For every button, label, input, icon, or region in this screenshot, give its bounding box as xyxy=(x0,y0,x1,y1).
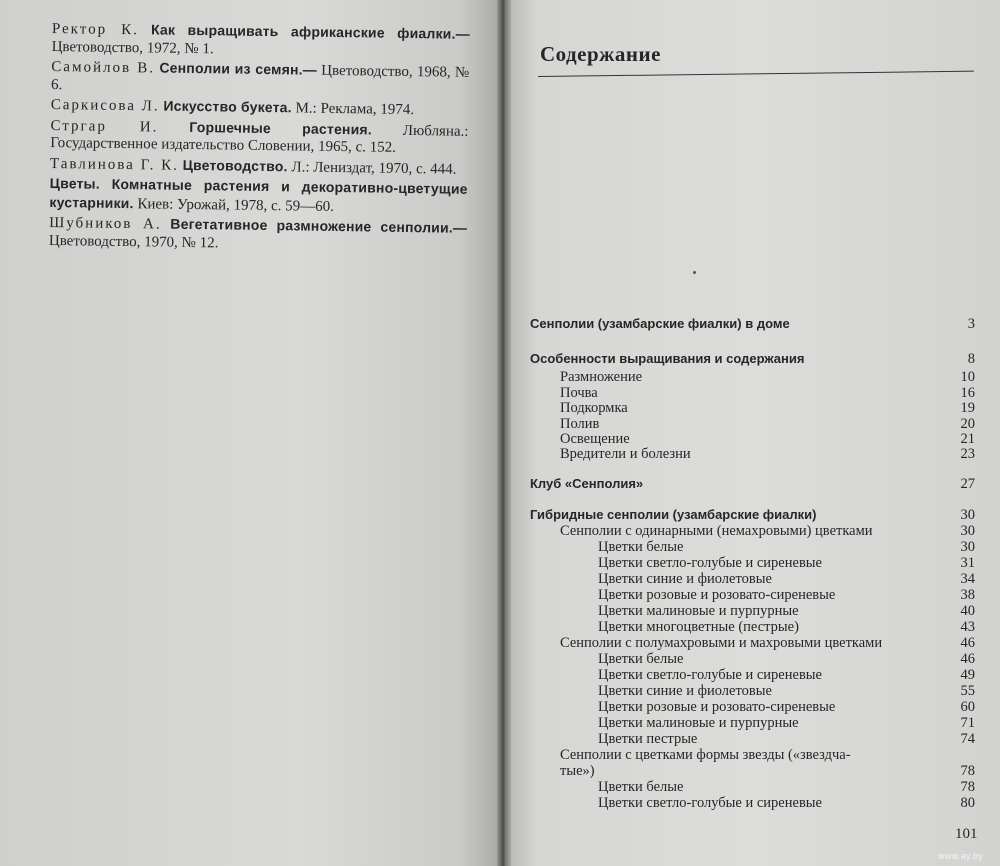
toc-entry-page: 43 xyxy=(960,619,975,635)
ref-title: Цветы. Комнатные растения и декоративно-цветущие кустарники. xyxy=(49,174,468,211)
toc-entry xyxy=(520,475,975,493)
toc-entry-page: 40 xyxy=(960,603,975,619)
book-gutter xyxy=(497,0,511,866)
toc-entry xyxy=(520,350,975,368)
ref-source: Цветоводство, 1970, № 12. xyxy=(48,232,219,251)
toc-entry-page: 21 xyxy=(960,431,975,447)
toc-entry-page: 78 xyxy=(960,763,975,779)
toc-entry-page: 46 xyxy=(960,651,975,667)
toc-entry-page: 34 xyxy=(960,571,975,587)
toc-entry-page: 23 xyxy=(960,446,975,462)
bibliography-entry xyxy=(50,116,468,158)
toc-entry-page: 71 xyxy=(960,715,975,731)
print-speck xyxy=(693,271,696,274)
toc-entry-page: 19 xyxy=(960,400,975,416)
toc-entry-label: Клуб «Сенполия» xyxy=(530,476,644,491)
toc-entry-label: Цветки малиновые и пурпурные xyxy=(598,603,799,619)
toc-entry-label: Цветки белые xyxy=(598,779,684,795)
toc-entry-label: Особенности выращивания и содержания xyxy=(530,351,805,366)
toc-entry-page: 74 xyxy=(960,731,975,747)
toc-entry-label: Почва xyxy=(560,385,598,401)
ref-source: Цветоводство, 1968, № 6. xyxy=(50,62,470,93)
toc-entry-label: Цветки белые xyxy=(598,651,684,667)
toc-entry-label: Цветки розовые и розовато-сиреневые xyxy=(598,699,836,715)
toc-entry xyxy=(520,794,975,812)
bibliography-entry xyxy=(51,58,469,100)
bibliography xyxy=(49,20,470,258)
toc-entry-label: Цветки малиновые и пурпурные xyxy=(598,715,799,731)
ref-author: Шубников А. xyxy=(49,214,162,233)
toc-entry-page: 16 xyxy=(960,385,975,401)
toc-entry-page: 78 xyxy=(960,779,975,795)
ref-author: Самойлов В. xyxy=(51,58,156,77)
page-number: 101 xyxy=(955,826,978,842)
ref-source: М.: Реклама, 1974. xyxy=(295,100,415,119)
toc-entry-page: 10 xyxy=(960,369,975,385)
toc-entry-page: 55 xyxy=(960,683,975,699)
ref-author: Ректор К. xyxy=(51,20,140,39)
toc-entry-page: 30 xyxy=(960,539,975,555)
toc-entry-page: 3 xyxy=(967,316,975,332)
ref-title: Вегетативное размножение сенполии.— xyxy=(170,215,468,236)
toc-entry-label: Цветки синие и фиолетовые xyxy=(598,683,772,699)
ref-author: Тавлинова Г. К. xyxy=(49,155,180,174)
toc-entry-label: Сенполии с одинарными (немахровыми) цветками xyxy=(560,523,873,539)
toc-entry-page: 20 xyxy=(960,416,975,432)
toc-entry-label: Гибридные сенполии (узамбарские фиалки) xyxy=(530,507,817,522)
toc-entry xyxy=(520,315,975,333)
toc-entry-label: Цветки белые xyxy=(598,539,684,555)
toc-entry xyxy=(520,445,975,463)
toc-entry-label: Цветки светло-голубые и сиреневые xyxy=(598,795,822,811)
contents-heading: Содержание xyxy=(540,42,661,66)
toc-entry-label: Цветки светло-голубые и сиреневые xyxy=(598,667,822,683)
ref-title: Сенполии из семян.— xyxy=(159,59,318,78)
watermark-logo: www.ay.by xyxy=(938,851,984,861)
ref-title: Цветоводство. xyxy=(182,156,288,174)
toc-entry-label: Размножение xyxy=(560,369,643,385)
bibliography-entry xyxy=(51,20,469,62)
toc-entry-page: 30 xyxy=(960,507,975,523)
toc-entry-label: Сенполии с цветками формы звезды («звездча- xyxy=(560,747,851,763)
toc-entry-page: 8 xyxy=(967,351,975,367)
toc-entry-label: Сенполии с полумахровыми и махровыми цветками xyxy=(560,635,883,651)
ref-author: Саркисова Л. xyxy=(50,96,160,115)
bibliography-entry xyxy=(49,175,467,218)
toc-entry-label: Освещение xyxy=(560,431,630,447)
toc-entry-page: 60 xyxy=(960,699,975,715)
ref-title: Горшечные растения. xyxy=(189,118,373,137)
toc-entry-page: 27 xyxy=(960,476,975,492)
toc-entry-page: 49 xyxy=(960,667,975,683)
toc-entry-page: 46 xyxy=(960,635,975,651)
toc-entry-label: Цветки синие и фиолетовые xyxy=(598,571,772,587)
toc-entry-label: тые») xyxy=(560,763,595,779)
toc-entry-label: Цветки пестрые xyxy=(598,731,698,747)
ref-title: Как выращивать африканские фиалки.— xyxy=(150,21,470,42)
toc-entry-page: 30 xyxy=(960,523,975,539)
toc-entry-page: 31 xyxy=(960,555,975,571)
toc-entry-label: Сенполии (узамбарские фиалки) в доме xyxy=(530,316,790,331)
bibliography-entry xyxy=(49,214,467,256)
ref-source: Цветоводство, 1972, № 1. xyxy=(51,38,214,57)
toc-entry-label: Цветки светло-голубые и сиреневые xyxy=(598,555,822,571)
toc-entry-label: Цветки розовые и розовато-сиреневые xyxy=(598,587,836,603)
ref-source: Любляна.: Государственное издательство Словении, 1965, с. 152. xyxy=(50,122,469,156)
toc-entry-label: Вредители и болезни xyxy=(560,446,691,462)
toc-entry-label: Полив xyxy=(560,416,600,432)
toc-entry-page: 80 xyxy=(960,795,975,811)
toc-entry-label: Подкормка xyxy=(560,400,628,416)
ref-title: Искусство букета. xyxy=(163,97,292,116)
ref-source: Киев: Урожай, 1978, с. 59—60. xyxy=(137,195,335,215)
ref-source: Л.: Лениздат, 1970, с. 444. xyxy=(291,158,457,178)
toc-entry-label: Цветки многоцветные (пестрые) xyxy=(598,619,799,635)
ref-author: Стргар И. xyxy=(50,117,159,135)
toc-entry-page: 38 xyxy=(960,587,975,603)
